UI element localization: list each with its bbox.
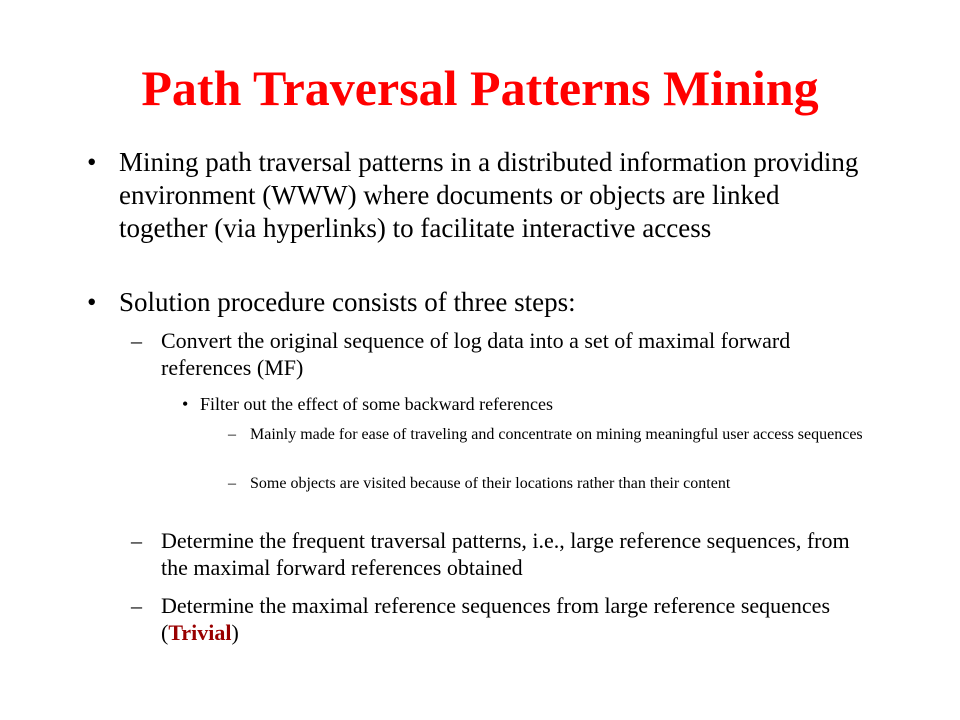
trivial-emphasis: Trivial <box>168 620 232 645</box>
dash-marker: – <box>131 328 142 353</box>
sub-sub-item-some-objects <box>228 474 868 494</box>
sub-sub-text: Mainly made for ease of traveling and concentrate on mining meaningful user access sequences <box>250 426 863 443</box>
sub-bullet-item-filter <box>182 393 872 415</box>
step-text <box>161 592 871 646</box>
bullet-marker: • <box>87 287 97 317</box>
bullet-text: Mining path traversal patterns in a distributed information providing environment (WWW) where documents or objects are linked together (via hyperlinks) to facilitate interactive access <box>119 147 859 243</box>
bullet-item-mining <box>87 146 867 245</box>
sub-sub-item-mainly <box>228 425 868 445</box>
step-item-convert <box>131 327 871 381</box>
bullet-text: Solution procedure consists of three steps: <box>119 287 576 317</box>
step-text: Determine the frequent traversal patterns, i.e., large reference sequences, from the maximal forward references obtained <box>161 528 850 580</box>
dash-marker: – <box>131 593 142 618</box>
dash-marker: – <box>131 528 142 553</box>
bullet-item-solution <box>87 286 867 319</box>
bullet-marker: • <box>87 147 97 177</box>
sub-sub-text: Some objects are visited because of their locations rather than their content <box>250 475 731 492</box>
bullet-marker: • <box>182 394 189 414</box>
step-text-before: Determine the maximal reference sequences from large reference sequences ( <box>161 593 831 645</box>
dash-marker: – <box>228 426 236 443</box>
step-item-determine-maximal <box>131 592 871 646</box>
step-item-determine-frequent <box>131 527 871 581</box>
slide-title: Path Traversal Patterns Mining <box>141 60 819 116</box>
sub-bullet-text: Filter out the effect of some backward references <box>200 394 554 414</box>
step-text: Convert the original sequence of log data into a set of maximal forward references (MF) <box>161 328 791 380</box>
dash-marker: – <box>228 475 236 492</box>
step-text-after: ) <box>231 620 239 645</box>
